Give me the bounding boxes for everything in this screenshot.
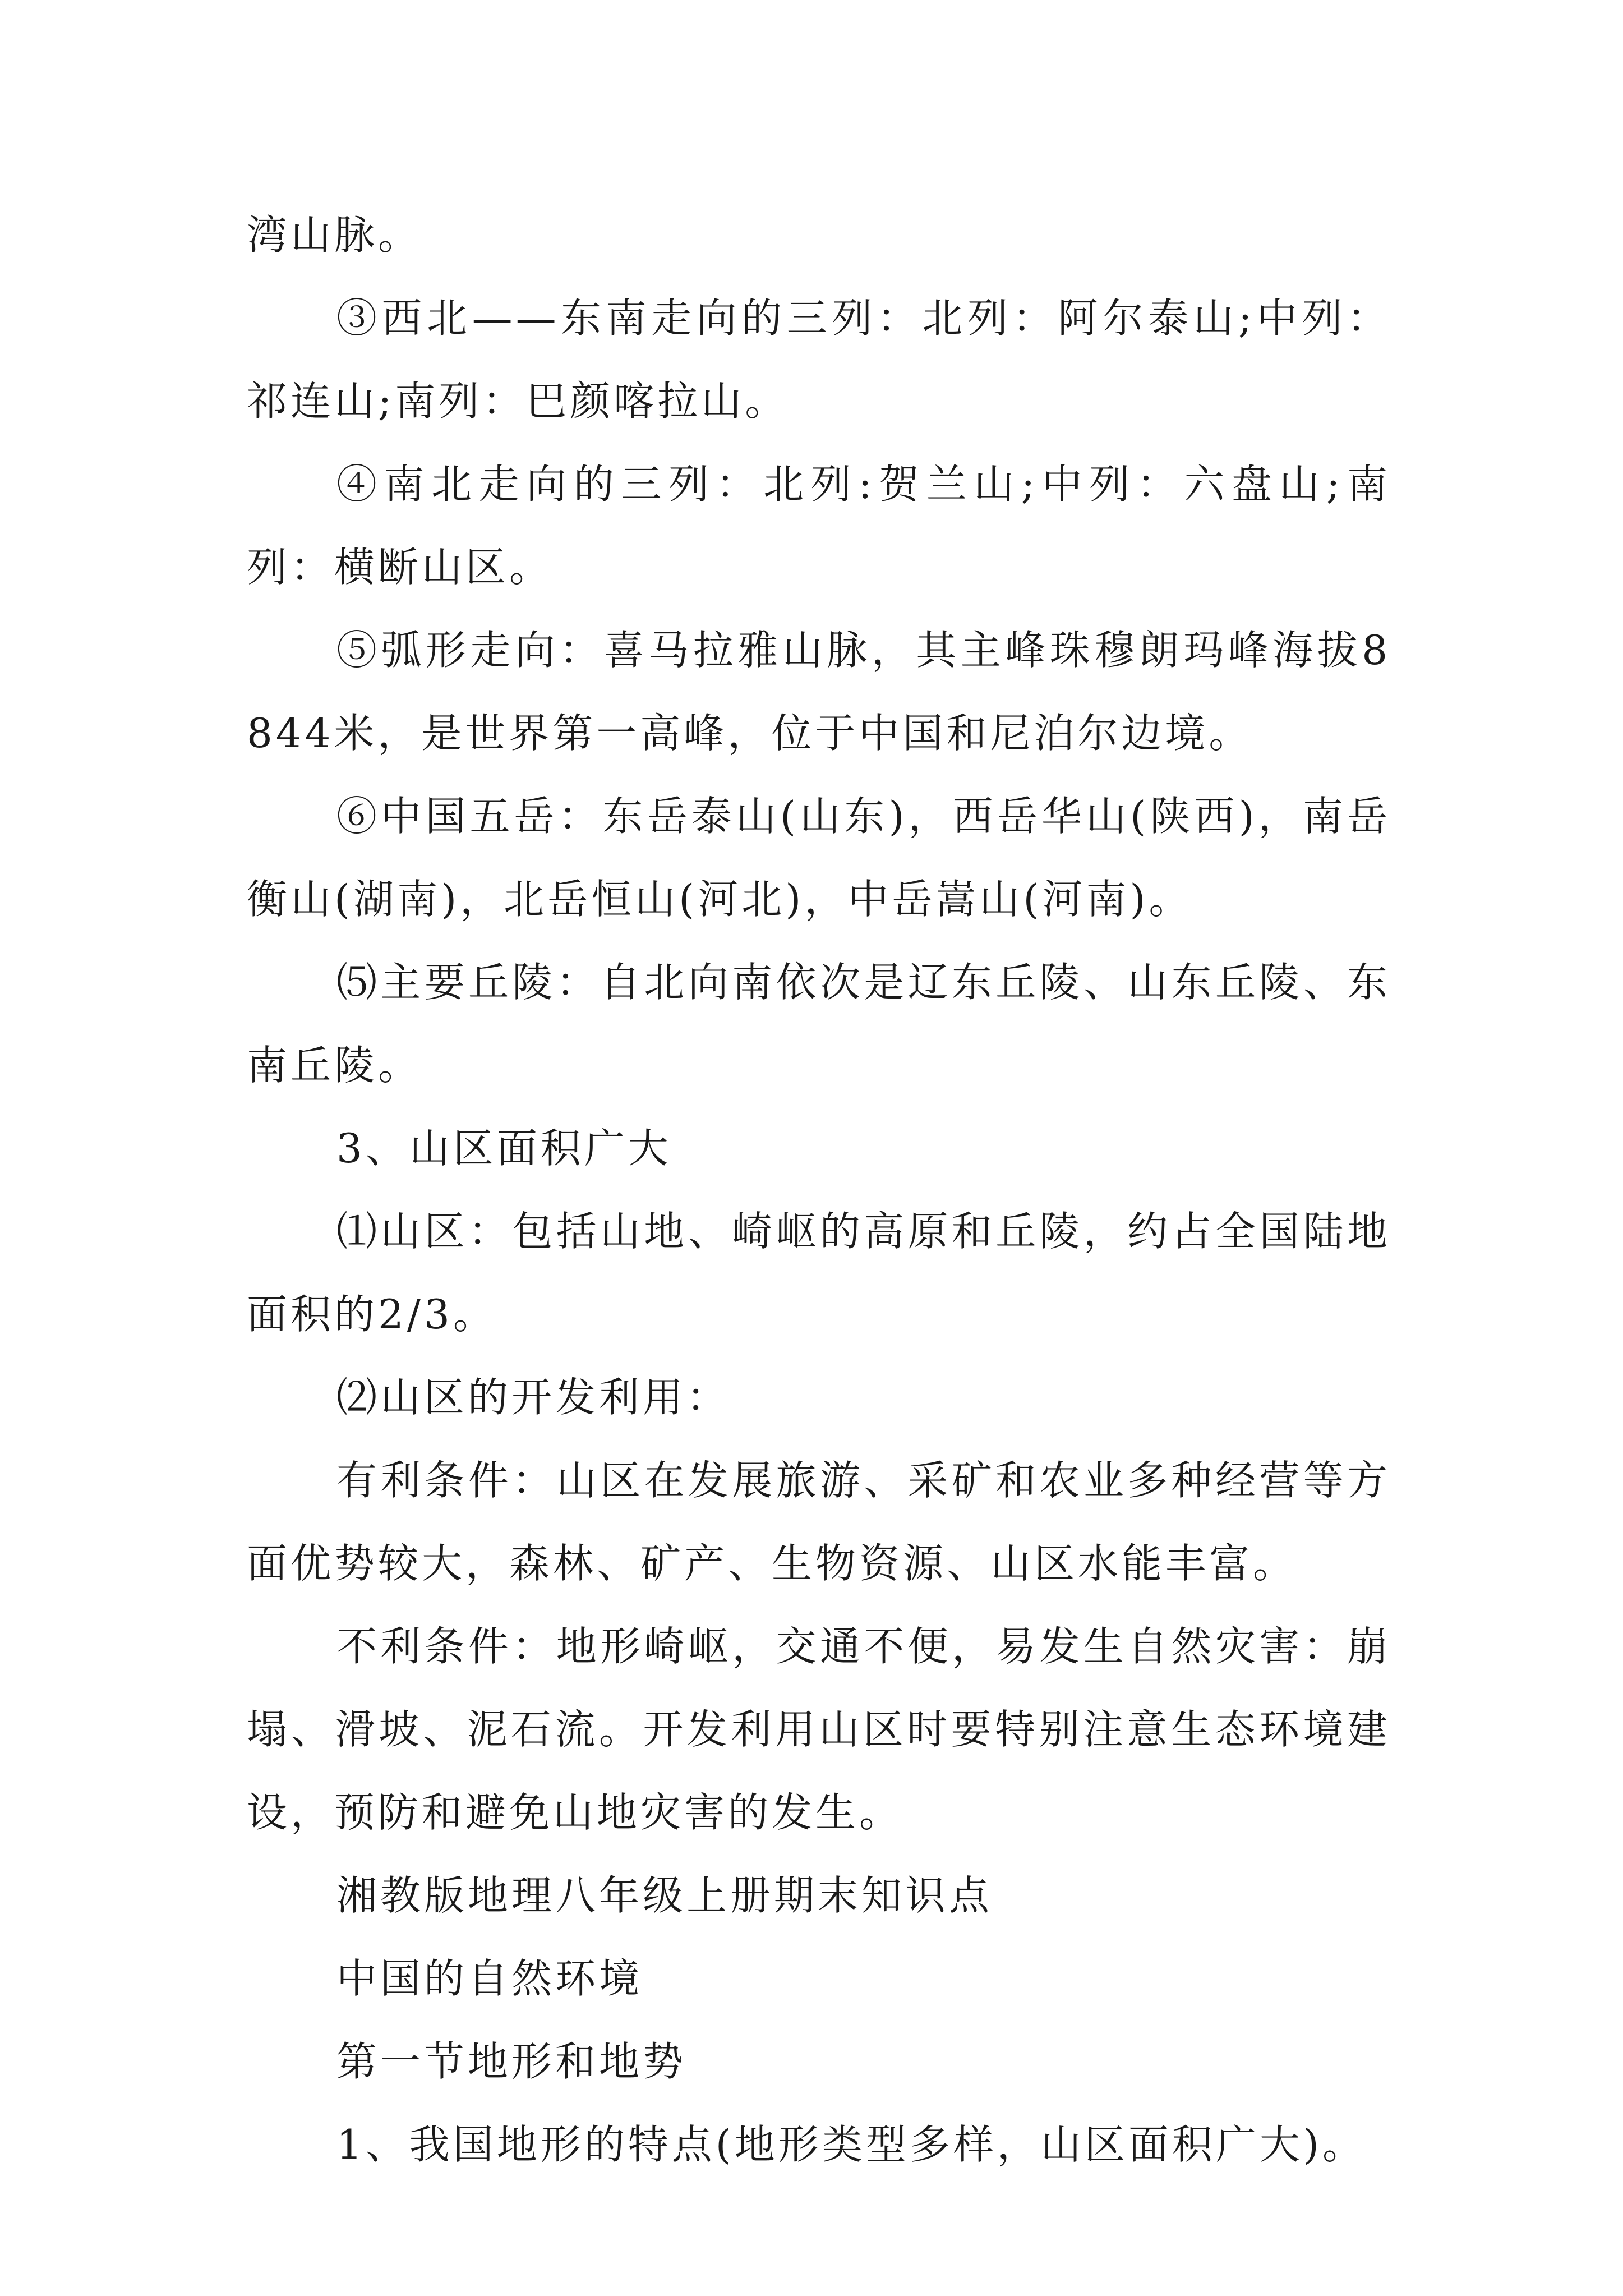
paragraph-terrain-features: 1、我国地形的特点(地形类型多样，山区面积广大)。 [336, 2121, 1366, 2168]
heading-natural-environment: 中国的自然环境 [336, 1955, 643, 2002]
paragraph-favorable-conditions: 有利条件：山区在发展旅游、采矿和农业多种经营等方面优势较大，森林、矿产、生物资源、山区水能丰富。 [247, 1457, 1391, 1587]
paragraph-mountain-end: 湾山脉。 [247, 211, 422, 259]
paragraph-northwest-southeast: ③西北——东南走向的三列：北列：阿尔泰山;中列：祁连山;南列：巴颜喀拉山。 [247, 295, 1391, 425]
paragraph-arc-direction: ⑤弧形走向：喜马拉雅山脉，其主峰珠穆朗玛峰海拔8844米，是世界第一高峰，位于中国和尼泊尔边境。 [247, 627, 1391, 757]
paragraph-mountain-area-definition: ⑴山区：包括山地、崎岖的高原和丘陵，约占全国陆地面积的2/3。 [247, 1208, 1391, 1338]
paragraph-unfavorable-conditions: 不利条件：地形崎岖，交通不便，易发生自然灾害：崩塌、滑坡、泥石流。开发利用山区时要特别注意生态环境建设，预防和避免山地灾害的发生。 [247, 1623, 1391, 1836]
heading-mountain-area: 3、山区面积广大 [336, 1125, 672, 1172]
paragraph-main-hills: ⑸主要丘陵：自北向南依次是辽东丘陵、山东丘陵、东南丘陵。 [247, 959, 1391, 1089]
paragraph-north-south: ④南北走向的三列：北列:贺兰山;中列：六盘山;南列：横断山区。 [247, 461, 1391, 591]
paragraph-five-mountains: ⑥中国五岳：东岳泰山(山东)，西岳华山(陕西)，南岳衡山(湖南)，北岳恒山(河北)，中岳嵩山(河南)。 [247, 793, 1391, 923]
heading-section-one: 第一节地形和地势 [336, 2038, 687, 2085]
heading-textbook-title: 湘教版地理八年级上册期末知识点 [336, 1872, 993, 1919]
paragraph-development-heading: ⑵山区的开发利用： [336, 1374, 731, 1421]
